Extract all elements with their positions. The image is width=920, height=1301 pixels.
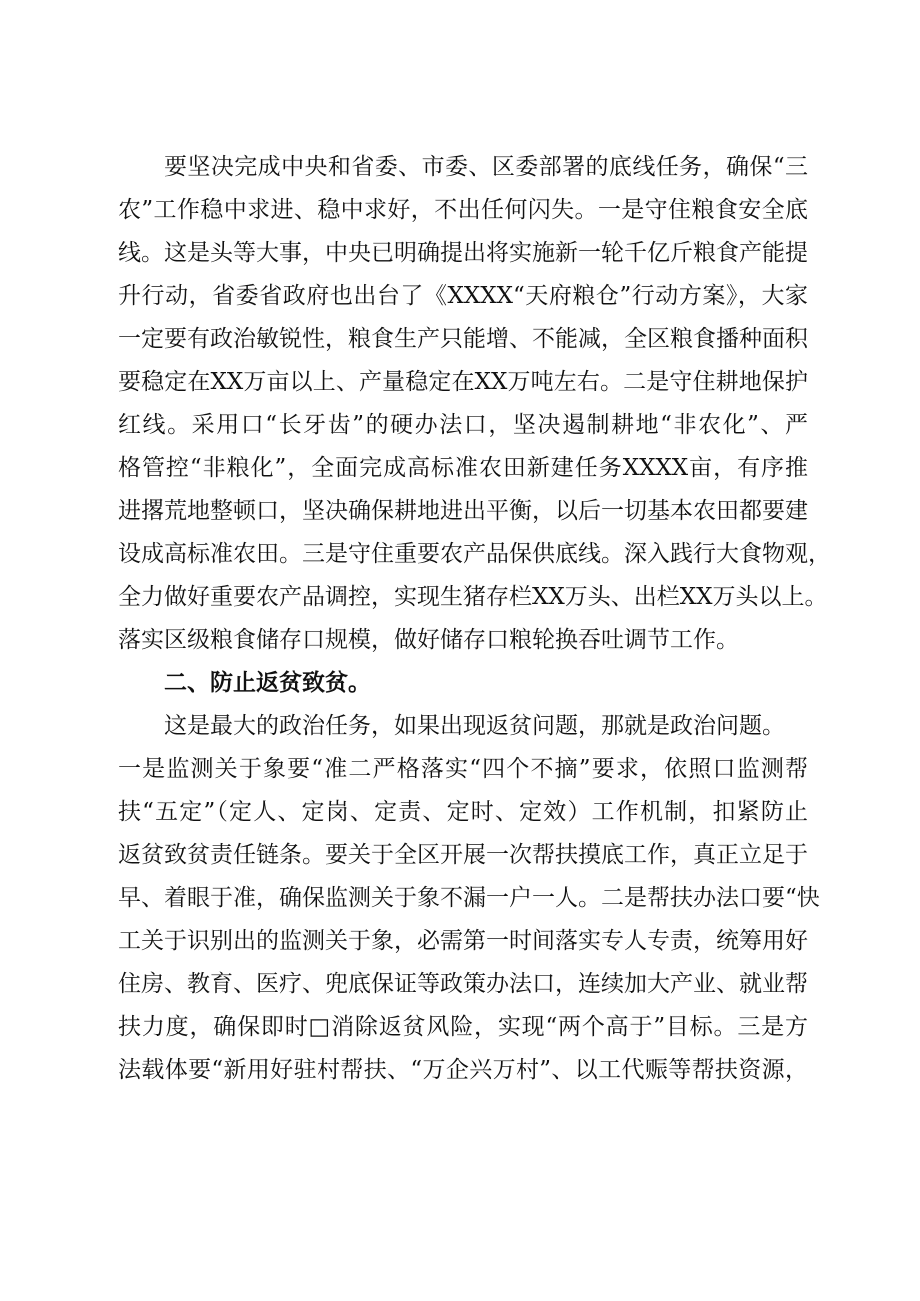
paragraph-line: 扶“五定”（定人、定岗、定责、定时、定效）工作机制，扣紧防止 [118,799,808,825]
paragraph-line: 一定要有政治敏锐性，粮食生产只能增、不能减，全区粮食播种面积 [118,326,808,352]
paragraph-line: 这是最大的政治任务，如果出现返贫问题，那就是政治问题。 [164,713,785,739]
paragraph-line: 要坚决完成中央和省委、市委、区委部署的底线任务，确保“三 [164,154,808,180]
paragraph-line: 返贫致贫责任链条。要关于全区开展一次帮扶摸底工作，真正立足于 [118,842,808,868]
paragraph-line: 一是监测关于象要“准二严格落实“四个不摘”要求，依照口监测帮 [118,756,808,782]
paragraph-line: 住房、教育、医疗、兜底保证等政策办法口，连续加大产业、就业帮 [118,971,808,997]
paragraph-line: 进撂荒地整顿口，坚决确保耕地进出平衡，以后一切基本农田都要建 [118,498,808,524]
paragraph-line: 线。这是头等大事，中央已明确提出将实施新一轮千亿斤粮食产能提 [118,240,808,266]
paragraph-line: 早、着眼于准，确保监测关于象不漏一户一人。二是帮扶办法口要“快 [118,885,820,911]
paragraph-line: 落实区级粮食储存口规模，做好储存口粮轮换吞吐调节工作。 [118,627,739,653]
paragraph-line: 要稳定在XX万亩以上、产量稳定在XX万吨左右。二是守住耕地保护 [118,369,808,395]
paragraph-line: 扶力度，确保即时□消除返贫风险，实现“两个高于”目标。三是方 [118,1014,808,1040]
paragraph-line: 设成高标准农田。三是守住重要农产品保供底线。深入践行大食物观， [118,541,831,567]
paragraph-line: 格管控“非粮化”，全面完成高标准农田新建任务XXXX亩，有序推 [118,455,808,481]
section-heading: 二、防止返贫致贫。 [164,670,371,696]
document-body [118,146,831,1092]
paragraph-line: 农”工作稳中求进、稳中求好，不出任何闪失。一是守住粮食安全底 [118,197,808,223]
paragraph-line: 升行动，省委省政府也出台了《XXXX“天府粮仓”行动方案》，大家 [118,283,808,309]
paragraph-line: 法载体要“新用好驻村帮扶、“万企兴万村”、以工代赈等帮扶资源， [118,1057,808,1083]
paragraph-line: 工关于识别出的监测关于象，必需第一时间落实专人专责，统筹用好 [118,928,808,954]
paragraph-line: 全力做好重要农产品调控，实现生猪存栏XX万头、出栏XX万头以上。 [118,584,828,610]
paragraph-line: 红线。采用口“长牙齿”的硬办法口，坚决遏制耕地“非农化”、严 [118,412,808,438]
